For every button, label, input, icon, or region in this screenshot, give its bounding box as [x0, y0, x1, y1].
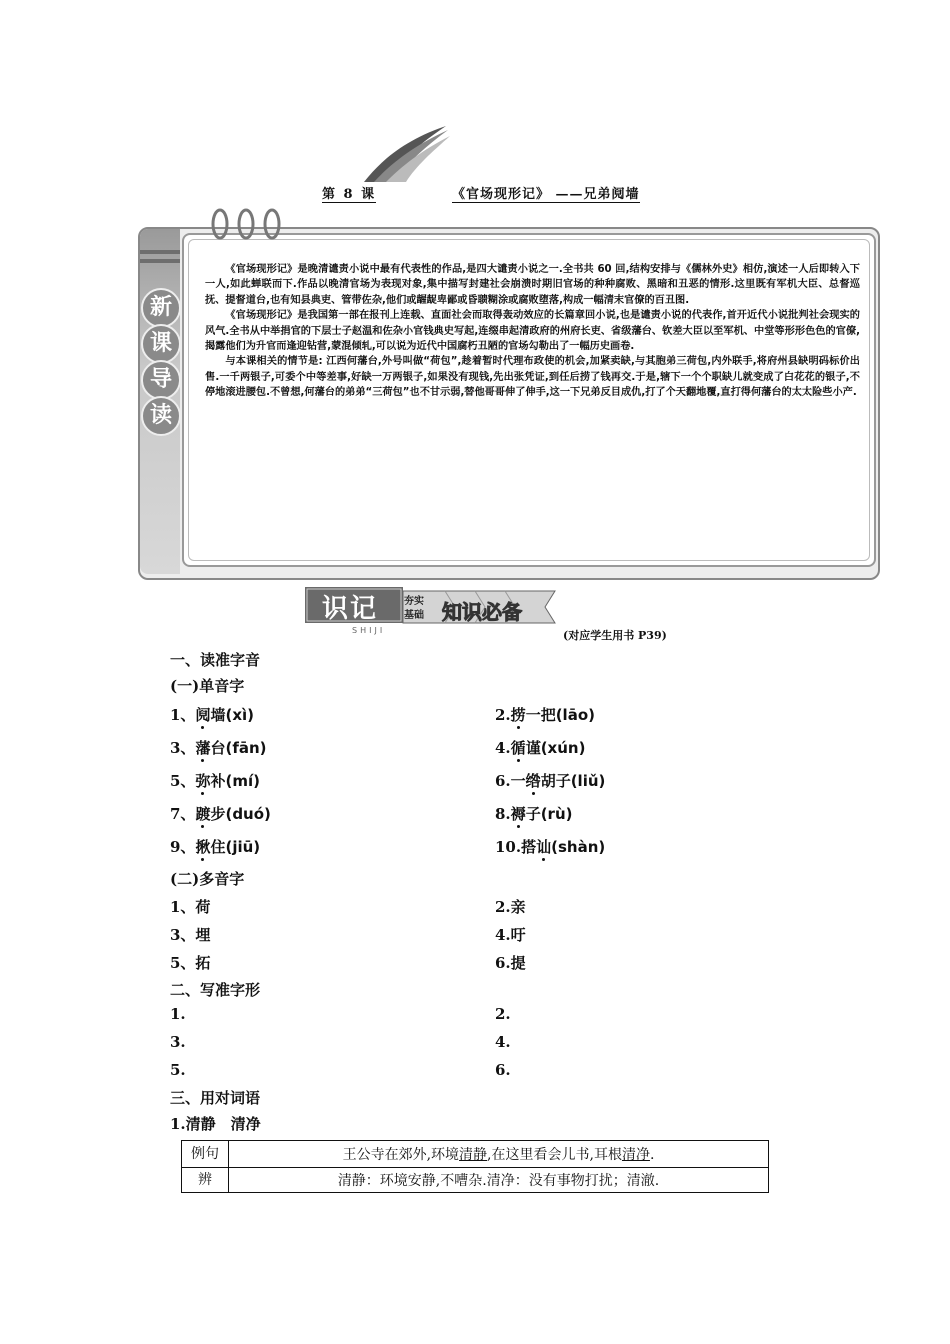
- example-word-2: 清净: [621, 1147, 650, 1163]
- single-char-item: [495, 737, 585, 758]
- banner-sub2: 基础: [404, 610, 424, 621]
- example-part: 王公寺在郊外,环境: [342, 1147, 460, 1163]
- item-prefix: 2.: [495, 706, 511, 724]
- glyph-item: 5.: [170, 1061, 186, 1079]
- side-title-char-4: 读: [141, 396, 181, 436]
- intro-paragraph: 《官场现形记》是晚清谴责小说中最有代表性的作品,是四大谴责小说之一.全书共 60 回,结构安排与《儒林外史》相仿,演述一人后即转入下一人,如此蝉联而下.作品以晚清官场为表现对象,集中描写封建社会崩溃时期旧官场的种种腐败、黑暗和丑恶的情形.这里既有军机大臣、总督巡抚、提督道台,也有知县典吏、管带佐杂,他们或龌龊卑鄙或昏聩糊涂或腐败堕落,构成一幅清末官僚的百丑图.: [205, 264, 860, 306]
- section1-heading: 一、读准字音: [170, 651, 261, 669]
- binder-rings-icon: [208, 206, 288, 246]
- table-label-example: 例句: [182, 1141, 229, 1168]
- item-suffix: 补: [210, 772, 226, 790]
- section3-heading: 三、用对词语: [170, 1089, 261, 1107]
- dotted-char: 讪: [536, 838, 552, 856]
- item-prefix: 8.: [495, 805, 511, 823]
- side-title-char-3: 导: [141, 360, 181, 400]
- section1-sub2: (二)多音字: [170, 870, 245, 888]
- item-prefix: 4.: [495, 739, 511, 757]
- item-prefix: 1、: [170, 706, 196, 724]
- glyph-item: 6.: [495, 1061, 511, 1079]
- glyph-item: 2.: [495, 1005, 511, 1023]
- pinyin: (duó): [225, 805, 271, 823]
- item-suffix: 子: [525, 805, 541, 823]
- side-title-char-2: 课: [141, 324, 181, 364]
- pinyin: (rù): [540, 805, 573, 823]
- table-row: [182, 1141, 769, 1168]
- example-part: ,在这里看会儿书,耳根: [487, 1147, 622, 1163]
- glyph-item: 3.: [170, 1033, 186, 1051]
- pinyin: (xì): [225, 706, 254, 724]
- item-prefix: 10.搭: [495, 838, 537, 856]
- item-suffix: 一把: [525, 706, 556, 724]
- pinyin: (liǔ): [570, 772, 606, 790]
- pinyin: (shàn): [551, 838, 606, 856]
- dotted-char: 循: [510, 739, 526, 757]
- dotted-char: 捞: [510, 706, 526, 724]
- lesson-title: 《官场现形记》 ——兄弟阋墙: [452, 183, 640, 203]
- intro-paragraph: 《官场现形记》是我国第一部在报刊上连载、直面社会而取得轰动效应的长篇章回小说,也是谴责小说的代表作,首开近代小说批判社会现实的风气.全书从中举捐官的下层士子赵温和佐杂小官钱典史写起,连缀串起清政府的州府长吏、省级藩台、钦差大臣以至军机、中堂等形形色色的官僚,揭露他们为升官而逢迎钻营,蒙混倾轧,可以说为近代中国腐朽丑陋的官场勾勒出了一幅历史画卷.: [205, 310, 860, 353]
- banner-pinyin: SHIJI: [352, 626, 386, 635]
- lesson-number: 第 8 课: [322, 183, 376, 203]
- single-char-item: [170, 836, 260, 857]
- dotted-char: 阋: [195, 706, 211, 724]
- single-char-item: [170, 737, 267, 758]
- item-suffix: 谨: [525, 739, 541, 757]
- intro-text: [205, 262, 860, 401]
- dotted-char: 绺: [525, 772, 541, 790]
- pinyin: (fān): [225, 739, 267, 757]
- item-prefix: 6.一: [495, 772, 526, 790]
- multi-item: 3、埋: [170, 926, 211, 944]
- single-char-item: [495, 803, 573, 824]
- pinyin: (xún): [540, 739, 586, 757]
- intro-side-bars: [140, 250, 180, 268]
- dotted-char: 踱: [195, 805, 211, 823]
- multi-item: 4.吁: [495, 926, 526, 944]
- item-suffix: 胡子: [540, 772, 571, 790]
- item-prefix: 9、: [170, 838, 196, 856]
- pinyin: (jiū): [225, 838, 261, 856]
- item-suffix: 台: [210, 739, 226, 757]
- multi-item: 6.提: [495, 954, 526, 972]
- item-prefix: 3、: [170, 739, 196, 757]
- glyph-item: 4.: [495, 1033, 511, 1051]
- section1-sub1: (一)单音字: [170, 677, 245, 695]
- dotted-char: 褥: [510, 805, 526, 823]
- pinyin: (mí): [225, 772, 260, 790]
- single-char-item: [495, 836, 605, 857]
- word-usage-table: [181, 1140, 769, 1193]
- banner-right: 知识必备: [442, 600, 522, 624]
- item-suffix: 步: [210, 805, 226, 823]
- table-example-sentence: [229, 1141, 769, 1168]
- glyph-item: 1.: [170, 1005, 186, 1023]
- dotted-char: 藩: [195, 739, 211, 757]
- single-char-item: [495, 704, 595, 725]
- swoosh-decoration: [362, 124, 452, 184]
- pinyin: (lāo): [555, 706, 595, 724]
- example-word-1: 清静: [459, 1147, 488, 1163]
- reference-note: (对应学生用书 P39): [563, 629, 667, 642]
- item-prefix: 5、: [170, 772, 196, 790]
- single-char-item: [170, 803, 271, 824]
- intro-paragraph: 与本课相关的情节是: 江西何藩台,外号叫做“荷包”,趁着暂时代理布政使的机会,加紧卖缺,与其胞弟三荷包,内外联手,将府州县缺明码标价出售.一千两银子,可委个中等差事,好缺一万两银子,如果没有现钱,先出张凭证,到任后捞了钱再交.于是,辖下一个个职缺儿就变成了白花花的银子,不停地滚进腰包.不曾想,何藩台的弟弟“三荷包”也不甘示弱,替他哥哥伸了伸手,这一下兄弟反目成仇,打了个天翻地覆,直打得何藩台的太太险些小产.: [205, 356, 860, 399]
- dotted-char: 揪: [195, 838, 211, 856]
- section2-heading: 二、写准字形: [170, 981, 261, 999]
- single-char-item: [170, 770, 260, 791]
- multi-item: 2.亲: [495, 898, 526, 916]
- multi-item: 5、拓: [170, 954, 211, 972]
- table-row: [182, 1168, 769, 1193]
- banner-sub1: 夯实: [404, 596, 424, 607]
- single-char-item: [495, 770, 605, 791]
- item-suffix: 住: [210, 838, 226, 856]
- table-distinguish-text: 清静：环境安静,不嘈杂.清净：没有事物打扰；清澈.: [229, 1168, 769, 1193]
- multi-item: 1、荷: [170, 898, 211, 916]
- single-char-item: [170, 704, 254, 725]
- lesson-header: [0, 183, 950, 203]
- dotted-char: 弥: [195, 772, 211, 790]
- item-suffix: 墙: [210, 706, 226, 724]
- section3-sub1: 1.清静 清净: [170, 1115, 261, 1133]
- banner-main: 识记: [322, 594, 379, 624]
- side-title-char-1: 新: [141, 288, 181, 328]
- item-prefix: 7、: [170, 805, 196, 823]
- example-part: .: [649, 1147, 655, 1163]
- table-label-distinguish: 辨: [182, 1168, 229, 1193]
